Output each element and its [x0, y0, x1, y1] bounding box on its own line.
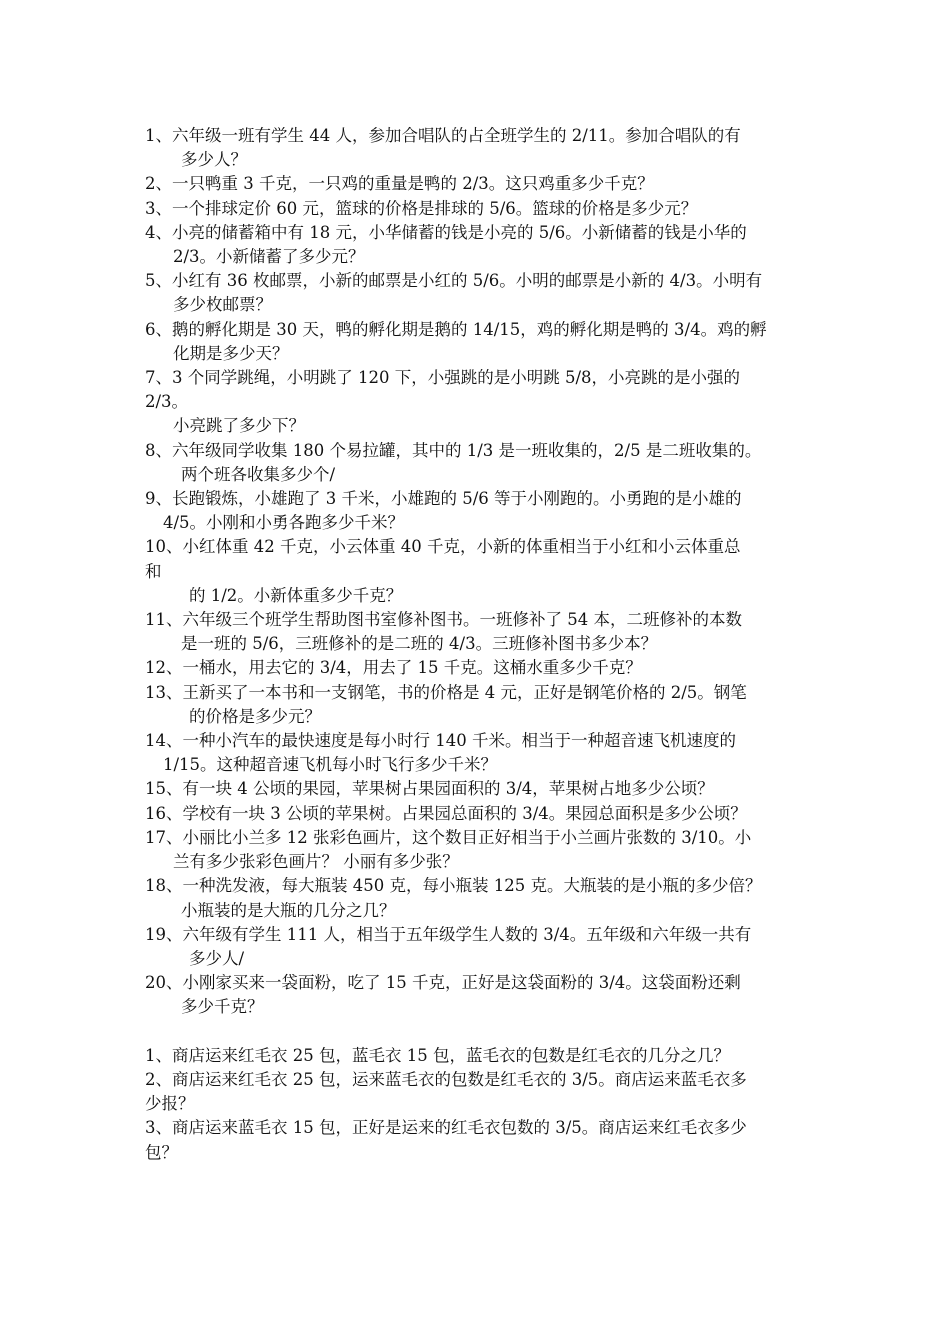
text-line: 2/3。: [145, 392, 189, 412]
text-line: 10、小红体重 42 千克，小云体重 40 千克，小新的体重相当于小红和小云体重总: [145, 537, 741, 557]
text-line: 兰有多少张彩色画片？ 小丽有多少张？: [173, 852, 459, 872]
text-line: 3、一个排球定价 60 元，篮球的价格是排球的 5/6。篮球的价格是多少元？: [145, 198, 698, 218]
text-line: 12、一桶水，用去它的 3/4，用去了 15 千克。这桶水重多少千克？: [145, 658, 642, 678]
text-line: 包？: [145, 1142, 178, 1162]
text-line: 和: [145, 561, 162, 581]
text-line: 少报？: [145, 1094, 195, 1114]
text-line: 两个班各收集多少个/: [181, 464, 336, 484]
text-line: 是一班的 5/6，三班修补的是二班的 4/3。三班修补图书多少本？: [181, 634, 658, 654]
problem-list-sweaters: [145, 1044, 815, 1165]
text-line: 1、商店运来红毛衣 25 包，蓝毛衣 15 包，蓝毛衣的包数是红毛衣的几分之几？: [145, 1045, 730, 1065]
text-line: 小瓶装的是大瓶的几分之几？: [181, 900, 396, 920]
problem-list-fraction-multiplication: [145, 124, 815, 1020]
text-line: 11、六年级三个班学生帮助图书室修补图书。一班修补了 54 本，二班修补的本数: [145, 610, 742, 630]
text-line: 2、商店运来红毛衣 25 包，运来蓝毛衣的包数是红毛衣的 3/5。商店运来蓝毛衣多: [145, 1069, 747, 1089]
text-line: 多少枚邮票？: [173, 295, 272, 315]
text-line: 6、鹅的孵化期是 30 天，鸭的孵化期是鹅的 14/15，鸡的孵化期是鸭的 3/4。鸡的孵: [145, 319, 767, 339]
text-line: 的 1/2。小新体重多少千克？: [189, 585, 403, 605]
text-line: 7、3 个同学跳绳，小明跳了 120 下，小强跳的是小明跳 5/8，小亮跳的是小强的: [145, 368, 741, 388]
text-line: 1、六年级一班有学生 44 人，参加合唱队的占全班学生的 2/11。参加合唱队的有: [145, 126, 741, 145]
text-line: 2、一只鸭重 3 千克，一只鸡的重量是鸭的 2/3。这只鸡重多少千克？: [145, 174, 654, 194]
section-gap: [145, 1020, 815, 1044]
text-line: 13、王新买了一本书和一支钢笔，书的价格是 4 元，正好是钢笔价格的 2/5。钢笔: [145, 682, 747, 702]
text-line: 18、一种洗发液，每大瓶装 450 克，每小瓶装 125 克。大瓶装的是小瓶的多少倍？: [145, 876, 762, 896]
text-line: 5、小红有 36 枚邮票，小新的邮票是小红的 5/6。小明的邮票是小新的 4/3。小明有: [145, 271, 763, 291]
text-line: 小亮跳了多少下？: [173, 416, 305, 436]
text-line: 4、小亮的储蓄箱中有 18 元，小华储蓄的钱是小亮的 5/6。小新储蓄的钱是小华的: [145, 222, 747, 242]
text-line: 20、小刚家买来一袋面粉，吃了 15 千克，正好是这袋面粉的 3/4。这袋面粉还剩: [145, 973, 741, 993]
text-line: 9、长跑锻炼，小雄跑了 3 千米，小雄跑的 5/6 等于小刚跑的。小勇跑的是小雄的: [145, 489, 742, 509]
document-page: [145, 124, 815, 1165]
text-line: 多少人？: [181, 150, 247, 170]
text-line: 2/3。小新储蓄了多少元？: [173, 247, 365, 267]
text-line: 化期是多少天？: [173, 343, 289, 363]
text-line: 多少人/: [189, 948, 245, 968]
text-line: 14、一种小汽车的最快速度是每小时行 140 千米。相当于一种超音速飞机速度的: [145, 731, 736, 751]
text-line: 16、学校有一块 3 公顷的苹果树。占果园总面积的 3/4。果园总面积是多少公顷？: [145, 803, 747, 823]
text-line: 19、六年级有学生 111 人，相当于五年级学生人数的 3/4。五年级和六年级一共有: [145, 924, 752, 944]
text-line: 的价格是多少元？: [189, 706, 321, 726]
text-line: 17、小丽比小兰多 12 张彩色画片，这个数目正好相当于小兰画片张数的 3/10。小: [145, 827, 752, 847]
text-line: 1/15。这种超音速飞机每小时飞行多少千米？: [163, 755, 498, 775]
text-line: 多少千克？: [181, 997, 264, 1017]
text-line: 3、商店运来蓝毛衣 15 包，正好是运来的红毛衣包数的 3/5。商店运来红毛衣多少: [145, 1118, 747, 1138]
text-line: 15、有一块 4 公顷的果园，苹果树占果园面积的 3/4，苹果树占地多少公顷？: [145, 779, 714, 799]
text-line: 4/5。小刚和小勇各跑多少千米？: [163, 513, 405, 533]
text-line: 8、六年级同学收集 180 个易拉罐，其中的 1/3 是一班收集的，2/5 是二班收集的。: [145, 440, 762, 460]
